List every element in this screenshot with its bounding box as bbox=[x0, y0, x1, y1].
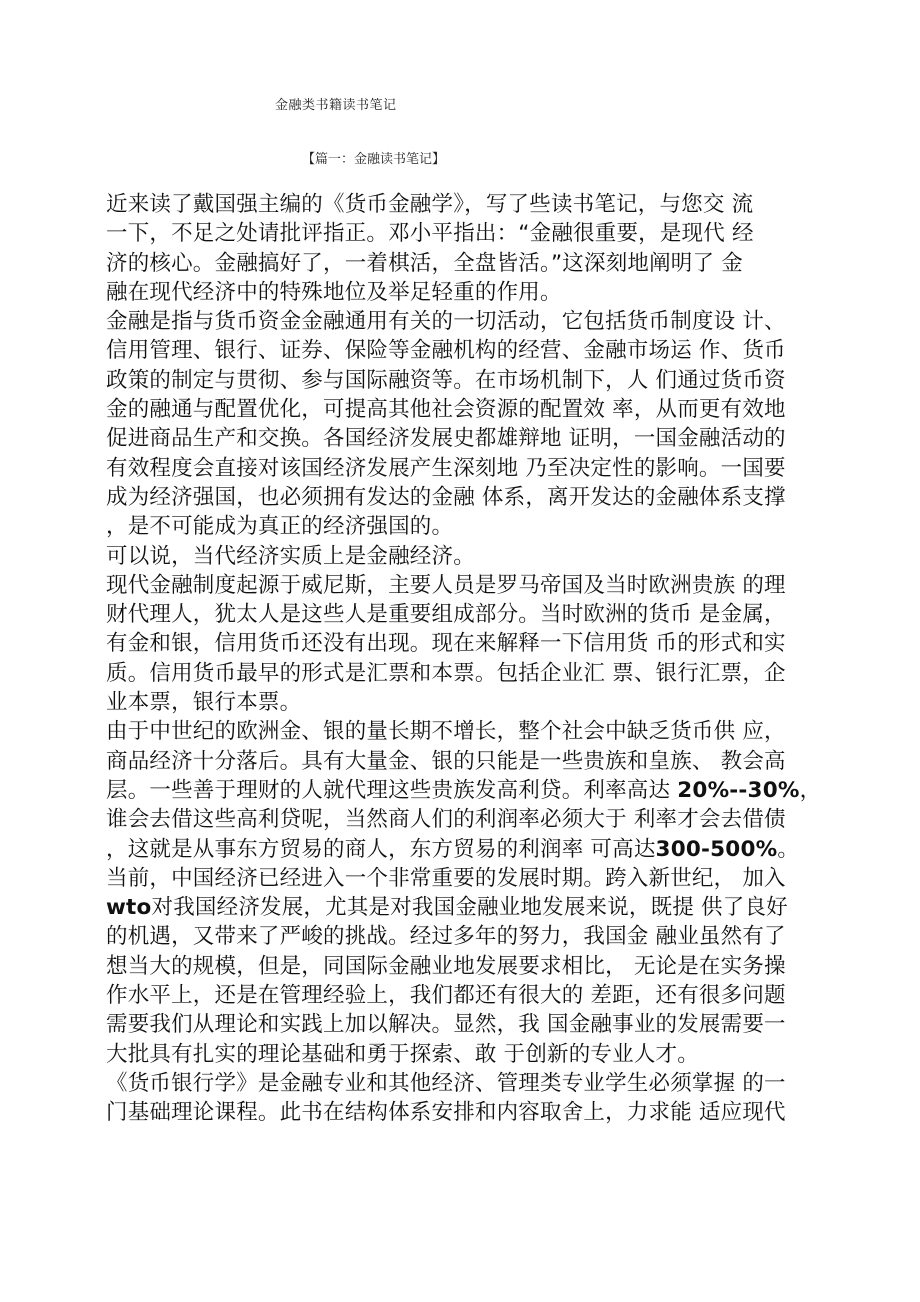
paragraph-1 bbox=[106, 190, 826, 307]
paragraph-3 bbox=[106, 542, 826, 571]
text-line: ，这就是从事东方贸易的商人，东方贸易的利润率 可高达300-500%。 bbox=[106, 836, 800, 862]
text-line: 近来读了戴国强主编的《货币金融学》，写了些读书笔记，与您交 流 bbox=[106, 192, 754, 217]
document-title: 金融类书籍读书笔记 bbox=[275, 98, 397, 113]
text-line: 《货币银行学》是金融专业和其他经济、管理类专业学生必须掌握 的一 bbox=[106, 1070, 786, 1096]
text-line: 大批具有扎实的理论基础和勇于探索、敢 于创新的专业人才。 bbox=[106, 1041, 699, 1067]
text-line: 金融是指与货币资金金融通用有关的一切活动，它包括货币制度设 计、 bbox=[106, 309, 786, 335]
text-line: 促进商品生产和交换。各国经济发展史都雄辩地 证明，一国金融活动的 bbox=[106, 426, 786, 452]
bold-text-run: 20%--30% bbox=[677, 777, 800, 803]
text-line: 有金和银，信用货币还没有出现。现在来解释一下信用货 币的形式和实 bbox=[106, 631, 786, 657]
text-line: 门基础理论课程。此书在结构体系安排和内容取舍上，力求能 适应现代 bbox=[106, 1100, 786, 1126]
text-line: 商品经济十分落后。具有大量金、银的只能是一些贵族和皇族、 教会高 bbox=[106, 748, 786, 774]
text-line: 业本票，银行本票。 bbox=[106, 690, 302, 716]
text-line: 作水平上，还是在管理经验上，我们都还有很大的 差距，还有很多问题 bbox=[106, 983, 786, 1009]
text-line: 成为经济强国，也必须拥有发达的金融 体系，离开发达的金融体系支撑 bbox=[106, 484, 786, 510]
text-line: 当前，中国经济已经进入一个非常重要的发展时期。跨入新世纪， 加入 bbox=[106, 865, 786, 891]
paragraph-6 bbox=[106, 864, 826, 1069]
text-line: 想当大的规模，但是，同国际金融业地发展要求相比， 无论是在实务操 bbox=[106, 953, 786, 979]
text-line: 济的核心。金融搞好了，一着棋活，全盘皆活。”这深刻地阐明了 金 bbox=[106, 250, 743, 276]
paragraph-5 bbox=[106, 717, 826, 863]
text-line: 财代理人，犹太人是这些人是重要组成部分。当时欧洲的货币 是金属， bbox=[106, 602, 786, 628]
text-line: 可以说，当代经济实质上是金融经济。 bbox=[106, 543, 475, 569]
text-line: 谁会去借这些高利贷呢，当然商人们的利润率必须大于 利率才会去借债 bbox=[106, 807, 786, 833]
text-line: 金的融通与配置优化，可提高其他社会资源的配置效 率，从而更有效地 bbox=[106, 397, 786, 423]
text-line: 由于中世纪的欧洲金、银的量长期不增长，整个社会中缺乏货币供 应， bbox=[106, 719, 786, 745]
text-line: 层。一些善于理财的人就代理这些贵族发高利贷。利率高达 20%--30%， bbox=[106, 777, 822, 803]
text-line: 的机遇，又带来了严峻的挑战。经过多年的努力，我国金 融业虽然有了 bbox=[106, 924, 786, 950]
text-line: 需要我们从理论和实践上加以解决。显然，我 国金融事业的发展需要一 bbox=[106, 1012, 786, 1038]
text-line: 信用管理、银行、证券、保险等金融机构的经营、金融市场运 作、货币 bbox=[106, 338, 786, 364]
text-line: 现代金融制度起源于威尼斯，主要人员是罗马帝国及当时欧洲贵族 的理 bbox=[106, 572, 786, 598]
text-line: wto对我国经济发展，尤其是对我国金融业地发展来说，既提 供了良好 bbox=[106, 895, 788, 921]
section-title: 【篇一：金融读书笔记】 bbox=[302, 152, 446, 167]
text-line: 有效程度会直接对该国经济发展产生深刻地 乃至决定性的影响。一国要 bbox=[106, 455, 786, 481]
bold-text-run: 300-500% bbox=[655, 836, 778, 862]
paragraph-2 bbox=[106, 307, 826, 541]
paragraph-4 bbox=[106, 571, 826, 717]
text-line: 一下，不足之处请批评指正。邓小平指出：“金融很重要，是现代 经 bbox=[106, 221, 754, 247]
bold-text-run: wto bbox=[106, 895, 152, 921]
document-body bbox=[106, 190, 826, 1128]
text-line: 质。信用货币最早的形式是汇票和本票。包括企业汇 票、银行汇票，企 bbox=[106, 660, 786, 686]
text-line: ，是不可能成为真正的经济强国的。 bbox=[106, 514, 454, 540]
text-line: 融在现代经济中的特殊地位及举足轻重的作用。 bbox=[106, 279, 562, 305]
text-line: 政策的制定与贯彻、参与国际融资等。在市场机制下，人 们通过货币资 bbox=[106, 367, 786, 393]
paragraph-7 bbox=[106, 1069, 826, 1128]
